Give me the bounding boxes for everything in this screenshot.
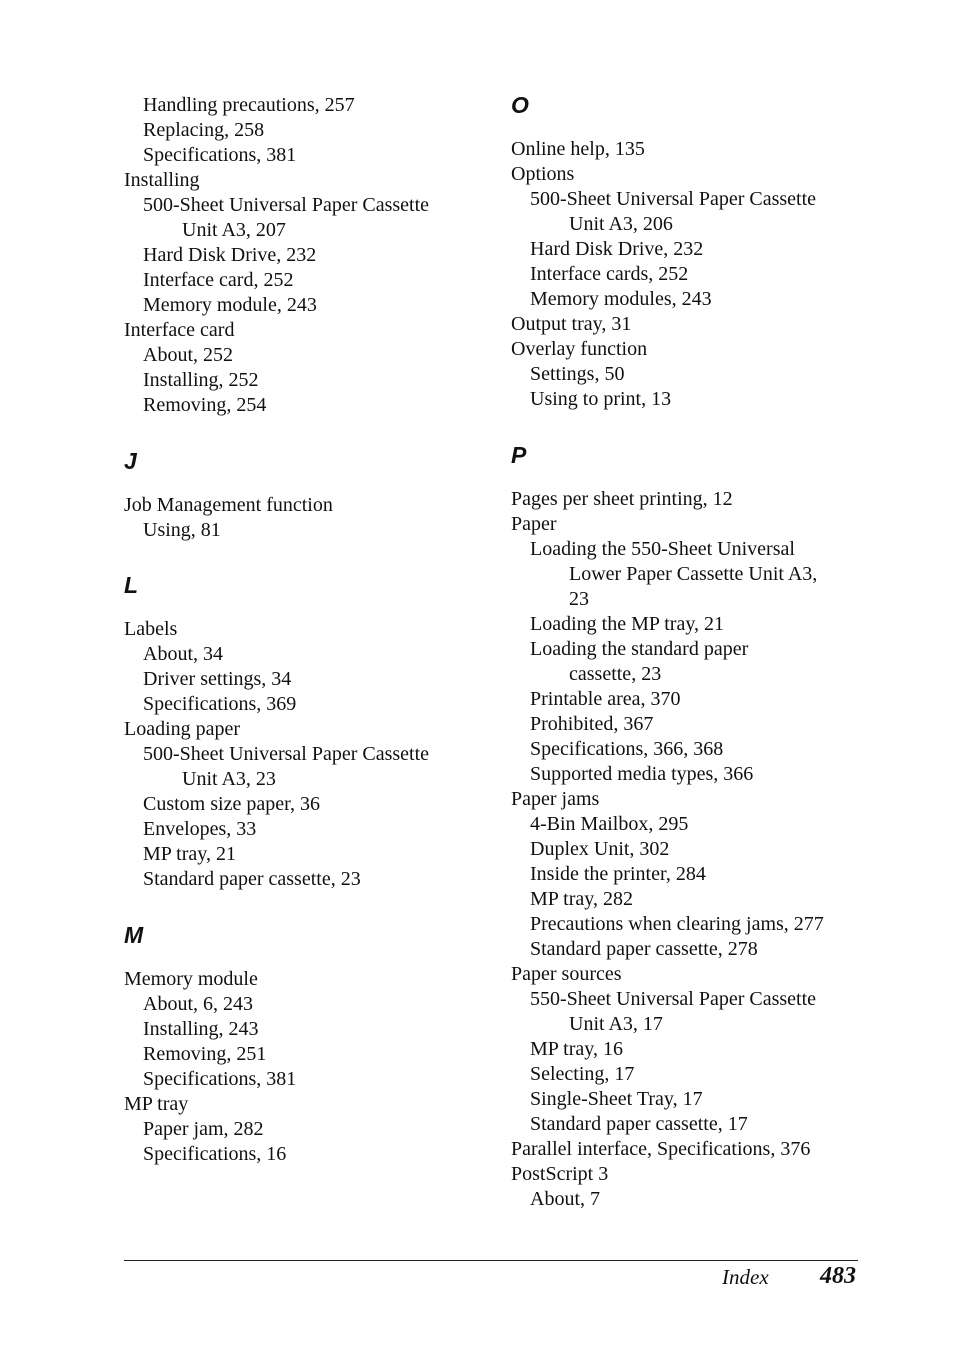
index-subentry: Prohibited, 367 xyxy=(530,713,654,735)
index-subentry: Hard Disk Drive, 232 xyxy=(530,238,704,260)
index-subentry: Using to print, 13 xyxy=(530,388,672,410)
index-entry: Paper sources xyxy=(511,963,622,985)
index-subentry: MP tray, 282 xyxy=(530,888,633,910)
page-number: 483 xyxy=(820,1263,856,1289)
index-entry: MP tray xyxy=(124,1093,189,1115)
index-subentry: 550-Sheet Universal Paper Cassette xyxy=(530,988,817,1010)
index-subentry: Removing, 254 xyxy=(143,394,267,416)
index-subentry: Unit A3, 207 xyxy=(182,219,286,241)
index-entry: Installing xyxy=(124,169,200,191)
index-subentry: Loading the 550-Sheet Universal xyxy=(530,538,795,560)
index-subentry: 4-Bin Mailbox, 295 xyxy=(530,813,689,835)
index-entry: Interface card xyxy=(124,319,235,341)
index-subentry: Selecting, 17 xyxy=(530,1063,635,1085)
section-letter-heading: P xyxy=(511,442,527,468)
index-subentry: 500-Sheet Universal Paper Cassette xyxy=(530,188,817,210)
index-subentry: Handling precautions, 257 xyxy=(143,94,355,116)
index-entry: Online help, 135 xyxy=(511,138,645,160)
index-entry: Job Management function xyxy=(124,494,333,516)
index-subentry: Unit A3, 206 xyxy=(569,213,673,235)
index-subentry: 500-Sheet Universal Paper Cassette xyxy=(143,743,430,765)
index-subentry: Installing, 252 xyxy=(143,369,259,391)
index-entry: Labels xyxy=(124,618,178,640)
index-subentry: Hard Disk Drive, 232 xyxy=(143,244,317,266)
index-subentry: Lower Paper Cassette Unit A3, xyxy=(569,563,818,585)
index-subentry: Unit A3, 17 xyxy=(569,1013,663,1035)
index-entry: Pages per sheet printing, 12 xyxy=(511,488,733,510)
index-entry: Loading paper xyxy=(124,718,241,740)
index-subentry: Interface card, 252 xyxy=(143,269,294,291)
section-letter-heading: J xyxy=(124,448,137,474)
index-entry: Paper jams xyxy=(511,788,600,810)
index-subentry: Using, 81 xyxy=(143,519,221,541)
index-entry: Overlay function xyxy=(511,338,648,360)
footer-rule xyxy=(124,1260,858,1261)
index-subentry: Precautions when clearing jams, 277 xyxy=(530,913,824,935)
index-subentry: Inside the printer, 284 xyxy=(530,863,706,885)
index-subentry: Specifications, 366, 368 xyxy=(530,738,724,760)
section-letter-heading: O xyxy=(511,92,529,118)
index-subentry: 23 xyxy=(569,588,589,610)
index-subentry: About, 34 xyxy=(143,643,223,665)
index-subentry: cassette, 23 xyxy=(569,663,662,685)
index-subentry: Memory module, 243 xyxy=(143,294,317,316)
section-letter-heading: L xyxy=(124,572,139,598)
index-entry: Paper xyxy=(511,513,557,535)
index-subentry: Standard paper cassette, 17 xyxy=(530,1113,748,1135)
index-subentry: Driver settings, 34 xyxy=(143,668,292,690)
index-subentry: Printable area, 370 xyxy=(530,688,681,710)
index-subentry: Replacing, 258 xyxy=(143,119,265,141)
index-subentry: Custom size paper, 36 xyxy=(143,793,320,815)
index-subentry: Supported media types, 366 xyxy=(530,763,754,785)
index-subentry: Settings, 50 xyxy=(530,363,625,385)
index-entry: PostScript 3 xyxy=(511,1163,609,1185)
index-subentry: MP tray, 16 xyxy=(530,1038,623,1060)
index-subentry: About, 7 xyxy=(530,1188,600,1210)
index-subentry: Loading the standard paper xyxy=(530,638,749,660)
index-entry: Output tray, 31 xyxy=(511,313,632,335)
section-letter-heading: M xyxy=(124,922,144,948)
index-subentry: About, 6, 243 xyxy=(143,993,253,1015)
index-subentry: Standard paper cassette, 278 xyxy=(530,938,758,960)
index-subentry: Specifications, 369 xyxy=(143,693,297,715)
index-subentry: Loading the MP tray, 21 xyxy=(530,613,725,635)
index-subentry: 500-Sheet Universal Paper Cassette xyxy=(143,194,430,216)
index-subentry: Paper jam, 282 xyxy=(143,1118,264,1140)
index-subentry: Single-Sheet Tray, 17 xyxy=(530,1088,703,1110)
index-subentry: Removing, 251 xyxy=(143,1043,267,1065)
index-subentry: Envelopes, 33 xyxy=(143,818,257,840)
index-subentry: Specifications, 16 xyxy=(143,1143,287,1165)
index-entry: Parallel interface, Specifications, 376 xyxy=(511,1138,811,1160)
index-subentry: Interface cards, 252 xyxy=(530,263,689,285)
index-subentry: About, 252 xyxy=(143,344,233,366)
index-subentry: Standard paper cassette, 23 xyxy=(143,868,361,890)
index-subentry: Unit A3, 23 xyxy=(182,768,276,790)
index-subentry: Installing, 243 xyxy=(143,1018,259,1040)
index-subentry: Specifications, 381 xyxy=(143,144,297,166)
index-subentry: Memory modules, 243 xyxy=(530,288,712,310)
footer-section-label: Index xyxy=(722,1265,769,1289)
index-entry: Memory module xyxy=(124,968,258,990)
index-subentry: MP tray, 21 xyxy=(143,843,236,865)
index-subentry: Specifications, 381 xyxy=(143,1068,297,1090)
index-entry: Options xyxy=(511,163,575,185)
index-subentry: Duplex Unit, 302 xyxy=(530,838,670,860)
